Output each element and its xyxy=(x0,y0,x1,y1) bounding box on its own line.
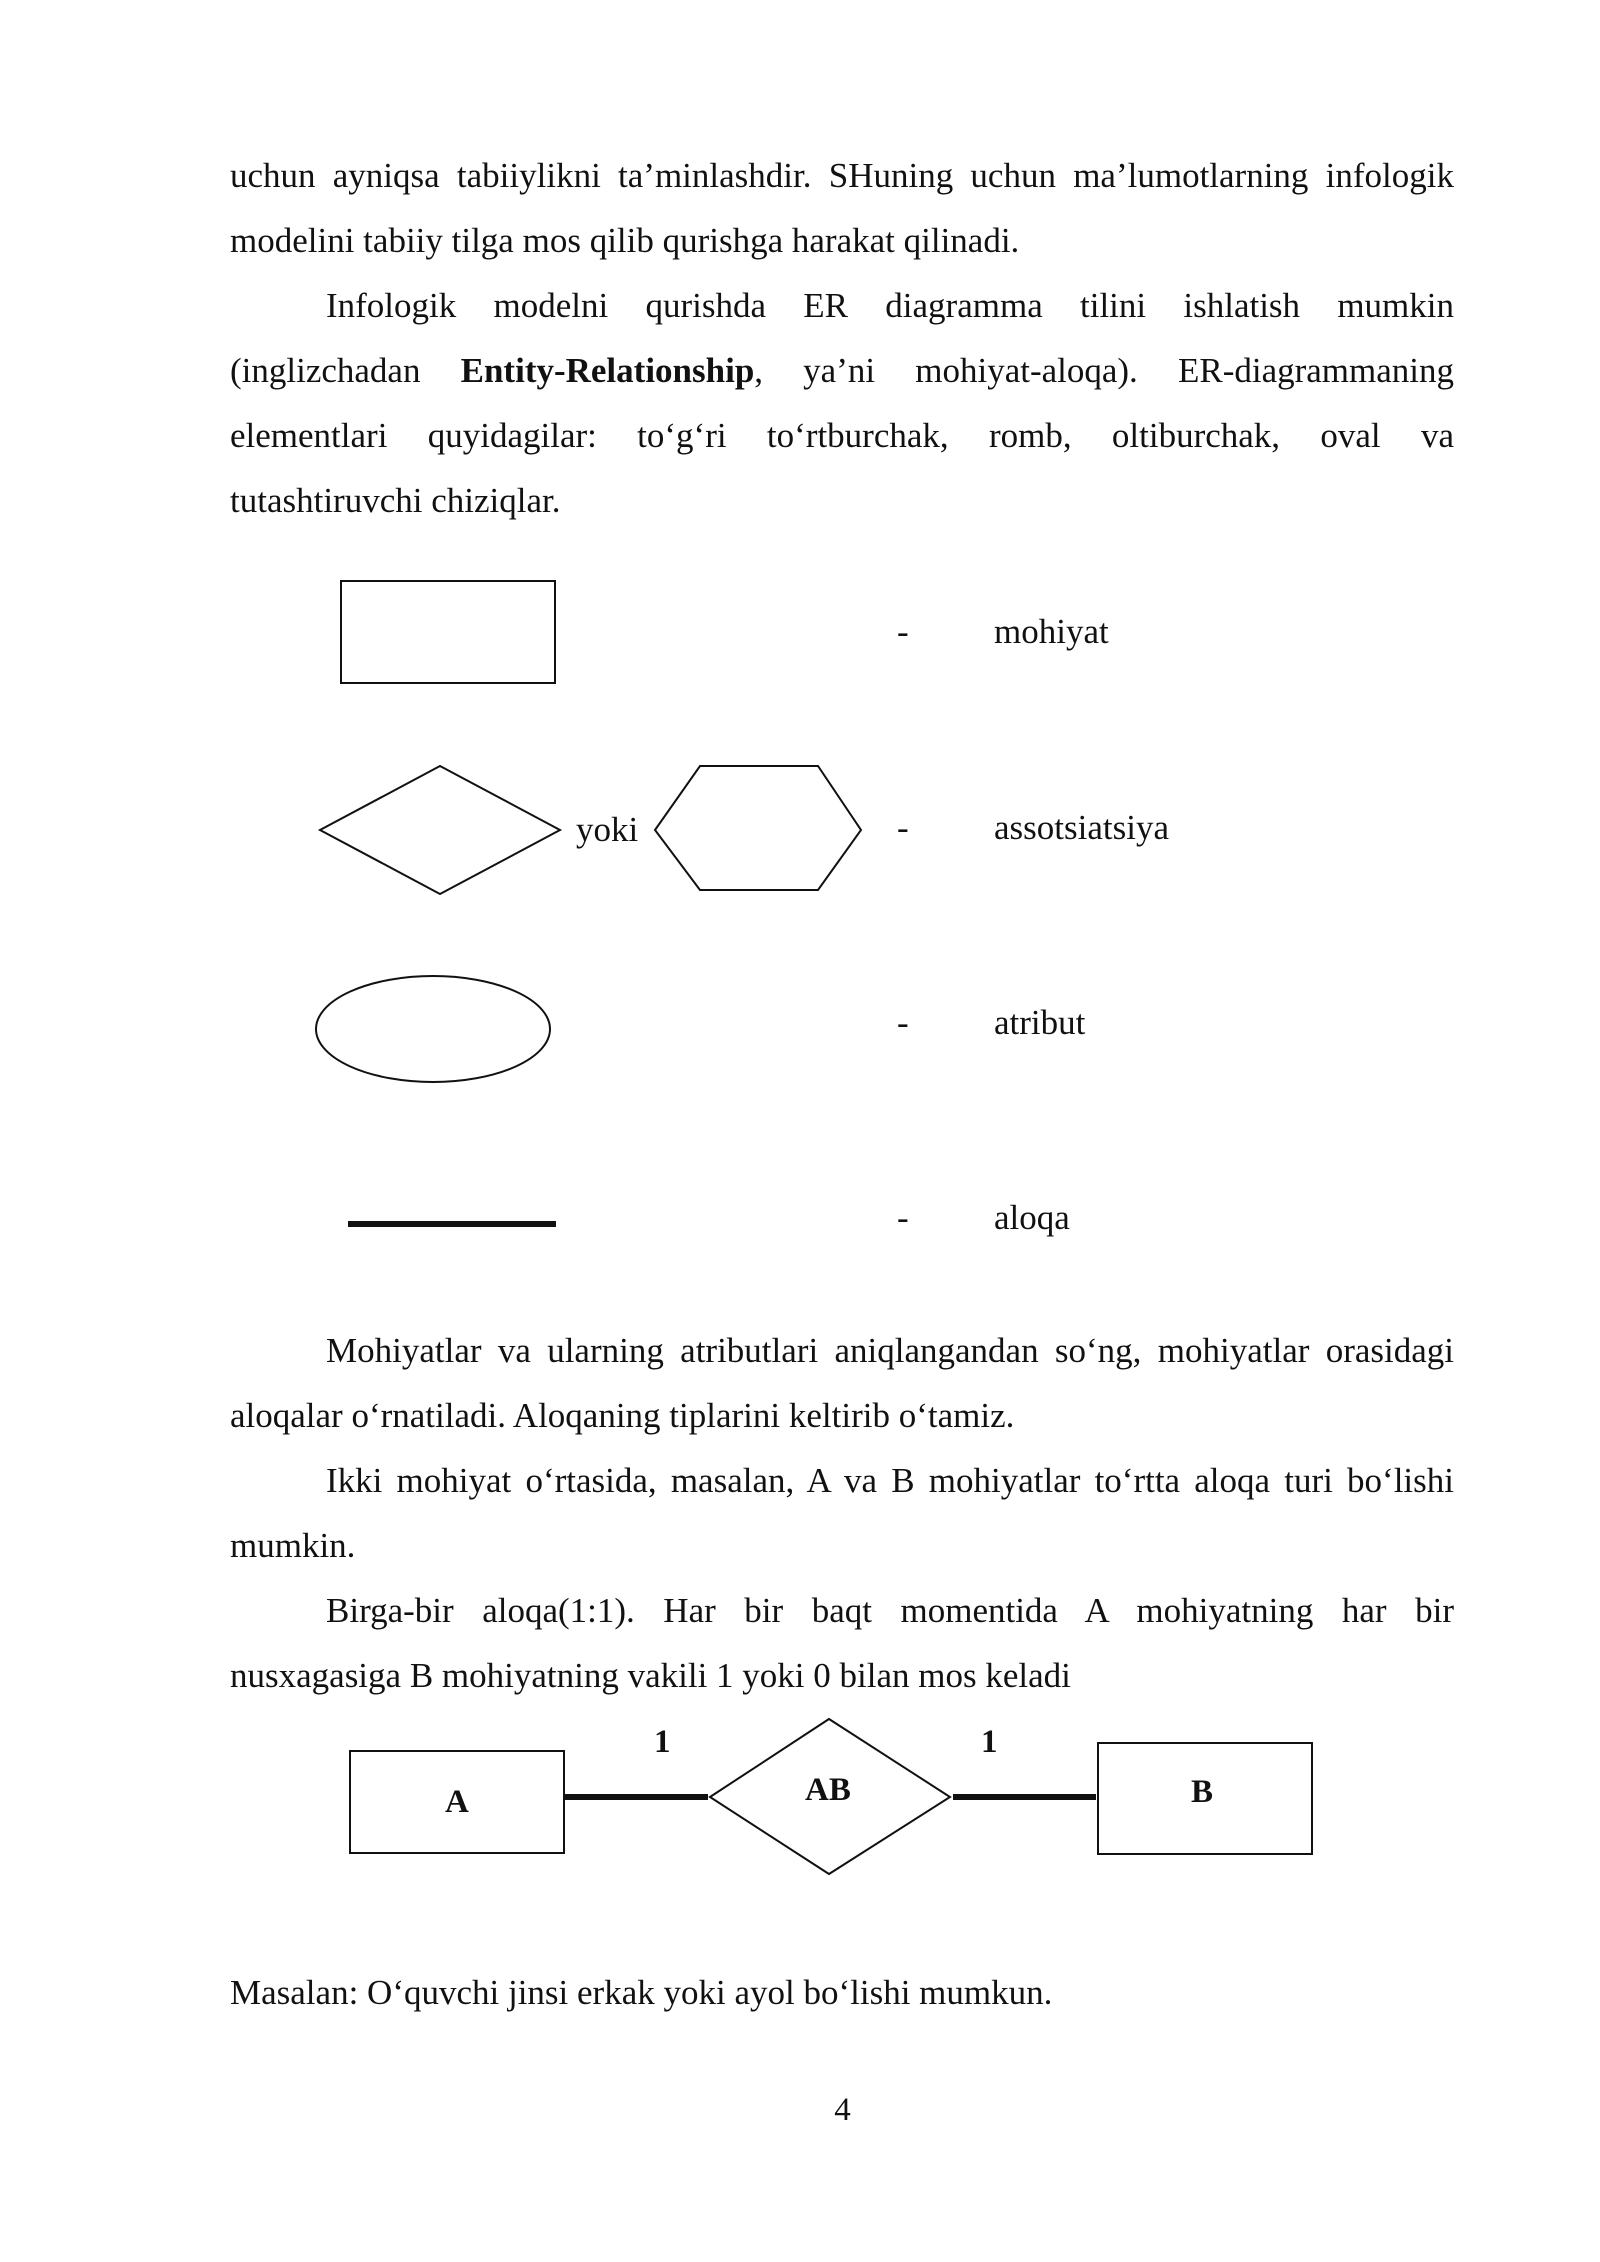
legend-dash-2: - xyxy=(897,808,909,847)
relationship-ab-label: AB xyxy=(805,1772,851,1808)
rhombus-shape xyxy=(320,766,560,894)
entity-a-label: A xyxy=(445,1784,469,1820)
cardinality-left: 1 xyxy=(654,1724,671,1760)
paragraph-2-text: (inglizchadan xyxy=(230,351,421,390)
legend-dash-4: - xyxy=(897,1198,909,1237)
paragraph-2-line-4: tutashtiruvchi chiziqlar. xyxy=(230,481,561,520)
example-line: Masalan: O‘quvchi jinsi erkak yoki ayol bo‘lishi mumkun. xyxy=(230,1973,1053,2012)
cardinality-right: 1 xyxy=(981,1724,998,1760)
or-word: yoki xyxy=(576,810,639,849)
paragraph-3-line-2: aloqalar o‘rnatiladi. Aloqaning tiplarini keltirib o‘tamiz. xyxy=(230,1396,1015,1435)
hexagon-shape xyxy=(655,766,861,890)
oval-shape xyxy=(316,976,550,1082)
paragraph-2-line-3: elementlari quyidagilar: to‘g‘ri to‘rtburchak, romb, oltiburchak, oval va xyxy=(230,416,1454,455)
paragraph-2-line-1: Infologik modelni qurishda ER diagramma tilini ishlatish mumkin xyxy=(326,286,1454,325)
legend-dash-3: - xyxy=(897,1003,909,1042)
legend-label-mohiyat: mohiyat xyxy=(994,612,1109,651)
entity-rectangle-shape xyxy=(341,581,555,683)
legend-dash-1: - xyxy=(897,612,909,651)
legend-label-atribut: atribut xyxy=(994,1003,1086,1042)
entity-relationship-term: Entity-Relationship xyxy=(460,351,755,390)
paragraph-5-line-1: Birga-bir aloqa(1:1). Har bir baqt momentida A mohiyatning har bir xyxy=(326,1591,1454,1630)
entity-b-label: B xyxy=(1191,1774,1214,1810)
legend-label-assotsiatsiya: assotsiatsiya xyxy=(994,808,1169,847)
paragraph-1-line-2: modelini tabiiy tilga mos qilib qurishga harakat qilinadi. xyxy=(230,221,1020,260)
page-number: 4 xyxy=(834,2092,851,2128)
paragraph-4-line-1: Ikki mohiyat o‘rtasida, masalan, A va B mohiyatlar to‘rtta aloqa turi bo‘lishi xyxy=(326,1461,1454,1500)
paragraph-5-line-2: nusxagasiga B mohiyatning vakili 1 yoki 0 bilan mos keladi xyxy=(230,1656,1071,1695)
legend-label-aloqa: aloqa xyxy=(994,1198,1070,1237)
paragraph-1-line-1: uchun ayniqsa tabiiylikni ta’minlashdir. SHuning uchun ma’lumotlarning infologik xyxy=(230,156,1454,195)
paragraph-2-text-cont: , ya’ni mohiyat-aloqa). ER-diagrammaning xyxy=(754,351,1454,390)
paragraph-4-line-2: mumkin. xyxy=(230,1526,356,1565)
paragraph-3-line-1: Mohiyatlar va ularning atributlari aniqlangandan so‘ng, mohiyatlar orasidagi xyxy=(326,1331,1454,1370)
